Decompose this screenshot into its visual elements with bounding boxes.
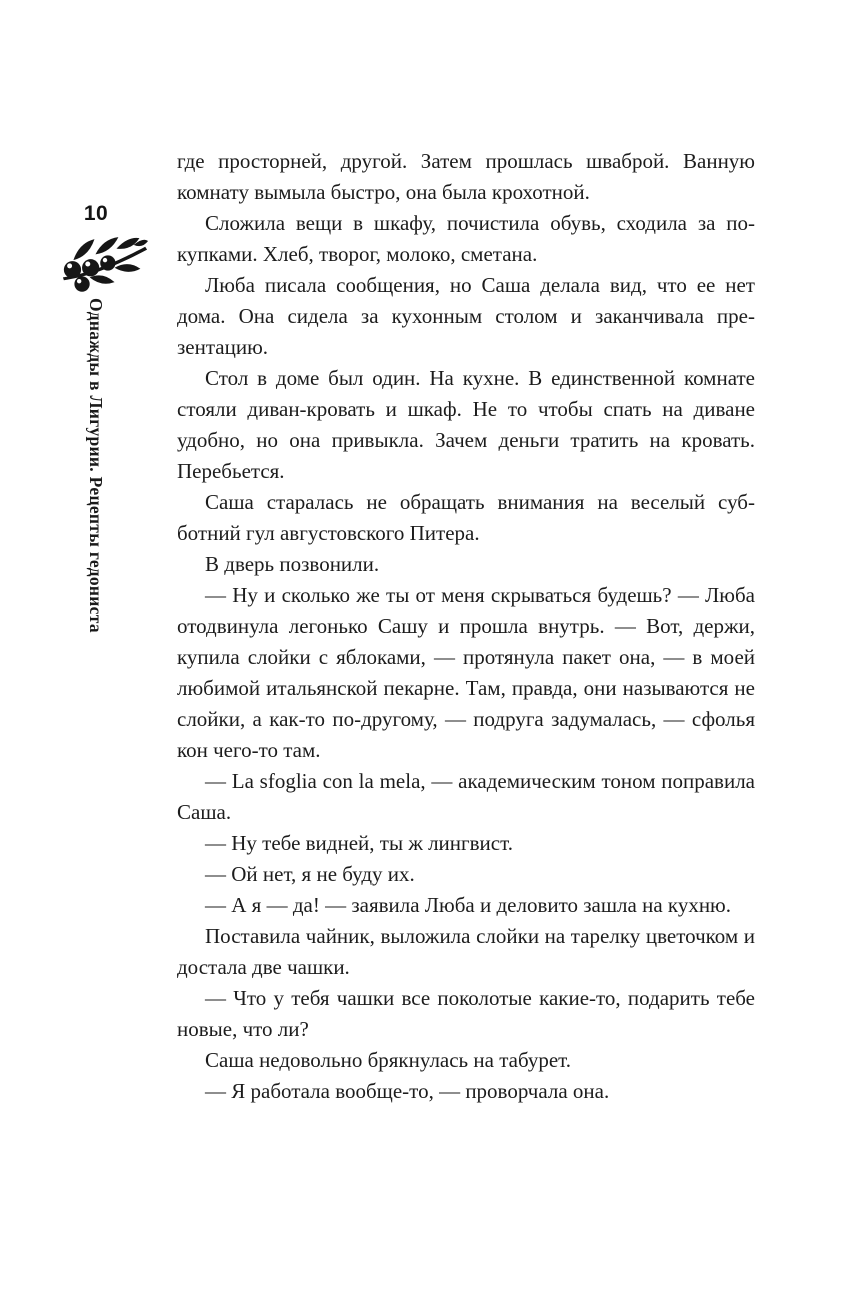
paragraph: Саша старалась не обращать внимания на веселый субботний гул августовского Питера.	[177, 490, 755, 545]
paragraph: — Я работала вообще-то, — проворчала она.	[205, 1079, 610, 1103]
paragraph: — Ну и сколько же ты от меня скрываться будешь? — Люба отодвинула легонько Сашу и прошла внутрь. — Вот, держи, купила слойки с яблоками, — протянула пакет она, — в моей любимой итальянской пекарне. Там, правда, они называются не слойки, а как-то по-другому, — подруга задумалась, — сфолья кон чего-то там.	[177, 583, 755, 762]
paragraph: где просторней, другой. Затем прошлась шваброй. Ванную комнату вымыла быстро, она была крохотной.	[177, 149, 755, 204]
paragraph: Саша недовольно брякнулась на табурет.	[205, 1048, 572, 1072]
olive-branch-icon	[61, 231, 149, 295]
paragraph: — Ну тебе видней, ты ж лингвист.	[205, 831, 513, 855]
paragraph: Стол в доме был один. На кухне. В единственной комнате стояли диван-кровать и шкаф. Не то чтобы спать на диване удобно, но она привыкла. Зачем деньги тратить на кровать. Перебьется.	[177, 366, 755, 483]
paragraph: В дверь позвонили.	[205, 552, 380, 576]
body-text	[177, 146, 755, 1107]
page-number: 10	[83, 202, 109, 225]
paragraph: — А я — да! — заявила Люба и деловито зашла на кухню.	[205, 893, 731, 917]
paragraph: — Что у тебя чашки все поколотые какие-то, подарить тебе новые, что ли?	[177, 986, 755, 1041]
running-title: Однажды в Лигурии. Рецепты гедониста	[86, 298, 106, 633]
paragraph: Люба писала сообщения, но Саша делала вид, что ее нет дома. Она сидела за кухонным столом и заканчивала презентацию.	[177, 273, 755, 359]
paragraph: Сложила вещи в шкафу, почистила обувь, сходила за покупками. Хлеб, творог, молоко, сметана.	[177, 211, 755, 266]
paragraph: — La sfoglia con la mela, — академическим тоном поправила Саша.	[177, 769, 755, 824]
paragraph: Поставила чайник, выложила слойки на тарелку цветочком и достала две чашки.	[177, 924, 755, 979]
paragraph: — Ой нет, я не буду их.	[205, 862, 415, 886]
